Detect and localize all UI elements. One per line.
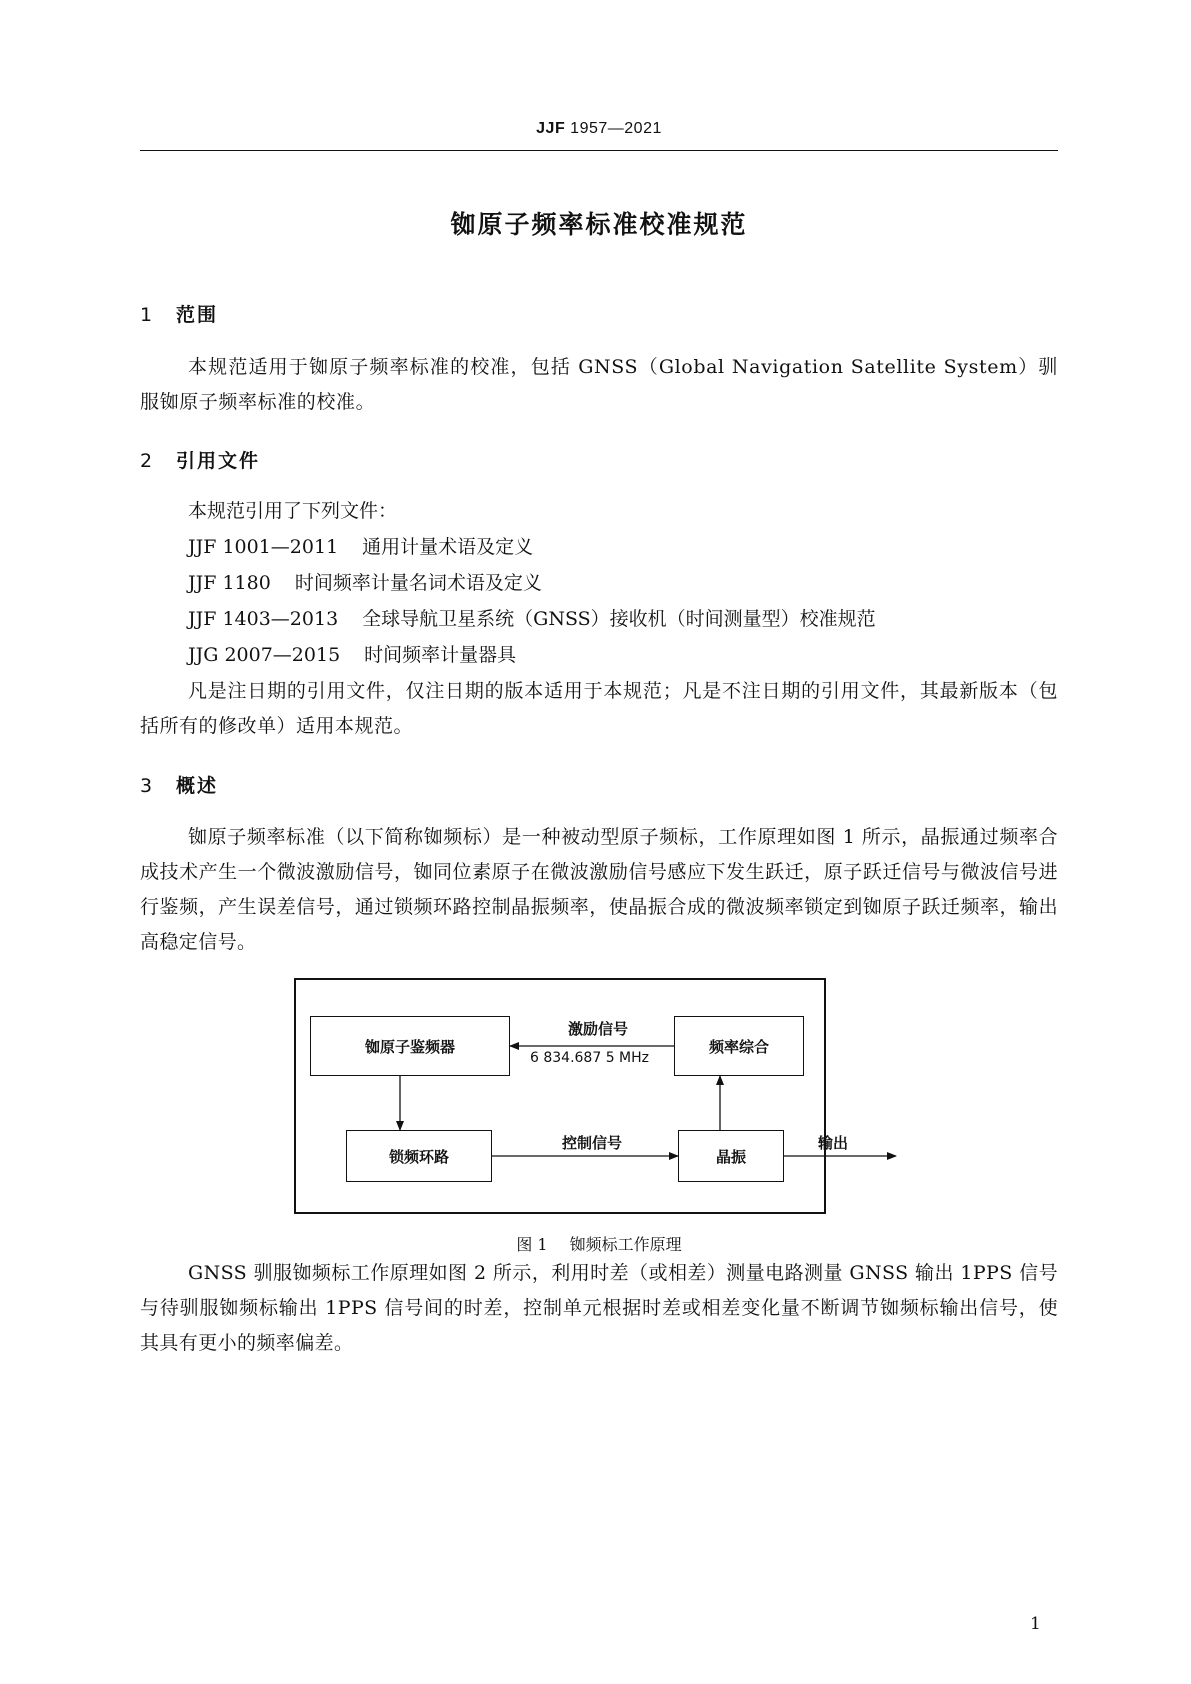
scope-paragraph: 本规范适用于铷原子频率标准的校准，包括 GNSS（Global Navigation Satellite System）驯服铷原子频率标准的校准。 [140,356,1058,413]
output-label: 输出 [818,1134,849,1152]
references-intro: 本规范引用了下列文件： [188,500,398,522]
page-number: 1 [1030,1614,1041,1634]
control-signal-label: 控制信号 [562,1134,623,1152]
references-note: 凡是注日期的引用文件，仅注日期的版本适用于本规范；凡是不注日期的引用文件，其最新版本（包括所有的修改单）适用本规范。 [140,680,1058,737]
figure-caption-number: 图 1 [516,1235,548,1254]
excitation-frequency-label: 6 834.687 5 MHz [530,1050,650,1066]
crystal-oscillator-block: 晶振 [678,1130,784,1182]
section-number: 1 [140,304,155,326]
overview-paragraph-2: GNSS 驯服铷频标工作原理如图 2 所示，利用时差（或相差）测量电路测量 GNSS 输出 1PPS 信号与待驯服铷频标输出 1PPS 信号间的时差，控制单元根据时差或相差变化量不断调节铷频标输出信号，使其具有更小的频率偏差。 [140,1262,1058,1354]
reference-name: 时间频率计量名词术语及定义 [294,572,542,594]
document-code-prefix: JJF [536,120,566,137]
document-code-number: 1957—2021 [570,120,662,137]
section-heading-overview [140,771,218,798]
reference-code: JJF 1403—2013 [188,608,339,630]
reference-code: JJF 1180 [188,572,271,594]
section-number: 3 [140,775,155,797]
figure-1-arrows [296,980,828,1216]
page-title: 铷原子频率标准校准规范 [450,210,748,239]
figure-caption-text: 铷频标工作原理 [569,1235,682,1254]
figure-1-diagram [294,978,849,1214]
frequency-lock-loop-block: 锁频环路 [346,1130,492,1182]
synthesizer-block: 频率综合 [674,1016,804,1076]
section-title: 范围 [176,304,219,326]
reference-item [188,602,876,637]
header-rule [140,150,1058,151]
reference-name: 通用计量术语及定义 [362,536,534,558]
overview-paragraph-1: 铷原子频率标准（以下简称铷频标）是一种被动型原子频标，工作原理如图 1 所示，晶振通过频率合成技术产生一个微波激励信号，铷同位素原子在微波激励信号感应下发生跃迁，原子跃迁信号与微波信号进行鉴频，产生误差信号，通过锁频环路控制晶振频率，使晶振合成的微波频率锁定到铷原子跃迁频率，输出高稳定信号。 [140,826,1058,953]
section-heading-references [140,446,260,473]
reference-item [188,638,516,673]
section-heading-scope [140,300,218,327]
section-number: 2 [140,450,155,472]
reference-name: 时间频率计量器具 [364,644,517,666]
figure-1-caption [140,1232,1058,1255]
reference-code: JJG 2007—2015 [188,644,341,666]
reference-item [188,566,542,601]
section-title: 概述 [176,775,219,797]
excitation-signal-label: 激励信号 [568,1020,629,1038]
reference-name: 全球导航卫星系统（GNSS）接收机（时间测量型）校准规范 [362,608,876,630]
section-title: 引用文件 [176,450,261,472]
document-code-header [140,120,1058,138]
reference-code: JJF 1001—2011 [188,536,339,558]
reference-item [188,530,533,565]
discriminator-block: 铷原子鉴频器 [310,1016,510,1076]
